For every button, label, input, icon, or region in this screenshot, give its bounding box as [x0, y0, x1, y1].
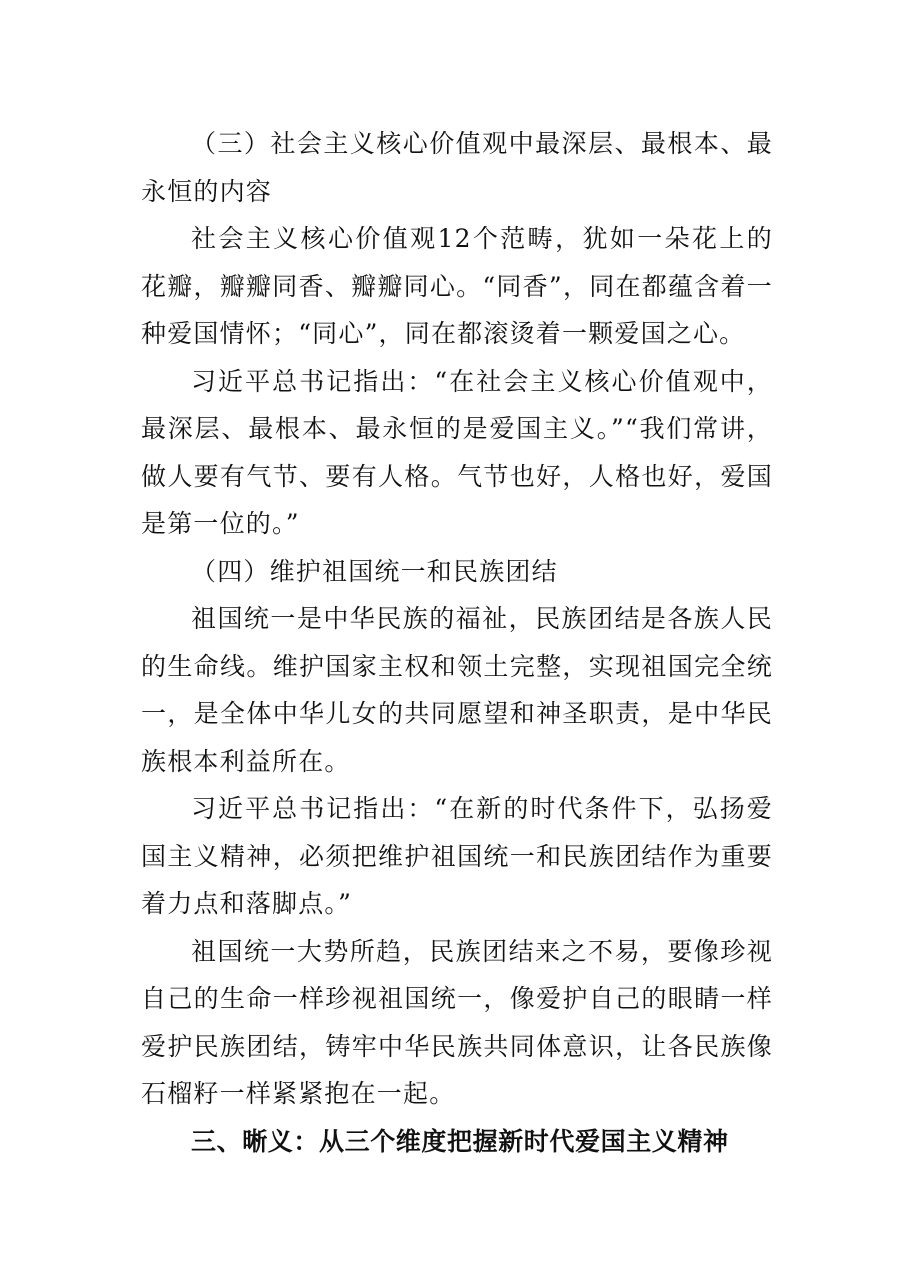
paragraph-xi-quote-unity: 习近平总书记指出：“在新的时代条件下，弘扬爱国主义精神，必须把维护祖国统一和民族团结作为重要着力点和落脚点。”	[141, 794, 773, 918]
paragraph-twelve-categories: 社会主义核心价值观12个范畴，犹如一朵花上的花瓣，瓣瓣同香、瓣瓣同心。“同香”，同在都蕴含着一种爱国情怀；“同心”，同在都滚烫着一颗爱国之心。	[141, 224, 773, 348]
subheading-unity: （四）维护祖国统一和民族团结	[191, 556, 558, 586]
paragraph-xi-quote-patriotism: 习近平总书记指出：“在社会主义核心价值观中，最深层、最根本、最永恒的是爱国主义。”“我们常讲，做人要有气节、要有人格。气节也好，人格也好，爱国是第一位的。”	[141, 366, 773, 538]
document-body	[141, 120, 773, 1165]
section-heading-three-dimensions: 三、晰义：从三个维度把握新时代爱国主义精神	[191, 1126, 729, 1156]
subheading-core-values-deepest: （三）社会主义核心价值观中最深层、最根本、最永恒的内容	[141, 129, 773, 206]
paragraph-unity-welfare: 祖国统一是中华民族的福祉，民族团结是各族人民的生命线。维护国家主权和领土完整，实现祖国完全统一，是全体中华儿女的共同愿望和神圣职责，是中华民族根本利益所在。	[141, 604, 773, 776]
paragraph-pomegranate-seeds: 祖国统一大势所趋，民族团结来之不易，要像珍视自己的生命一样珍视祖国统一，像爱护自己的眼睛一样爱护民族团结，铸牢中华民族共同体意识，让各民族像石榴籽一样紧紧抱在一起。	[141, 936, 773, 1108]
